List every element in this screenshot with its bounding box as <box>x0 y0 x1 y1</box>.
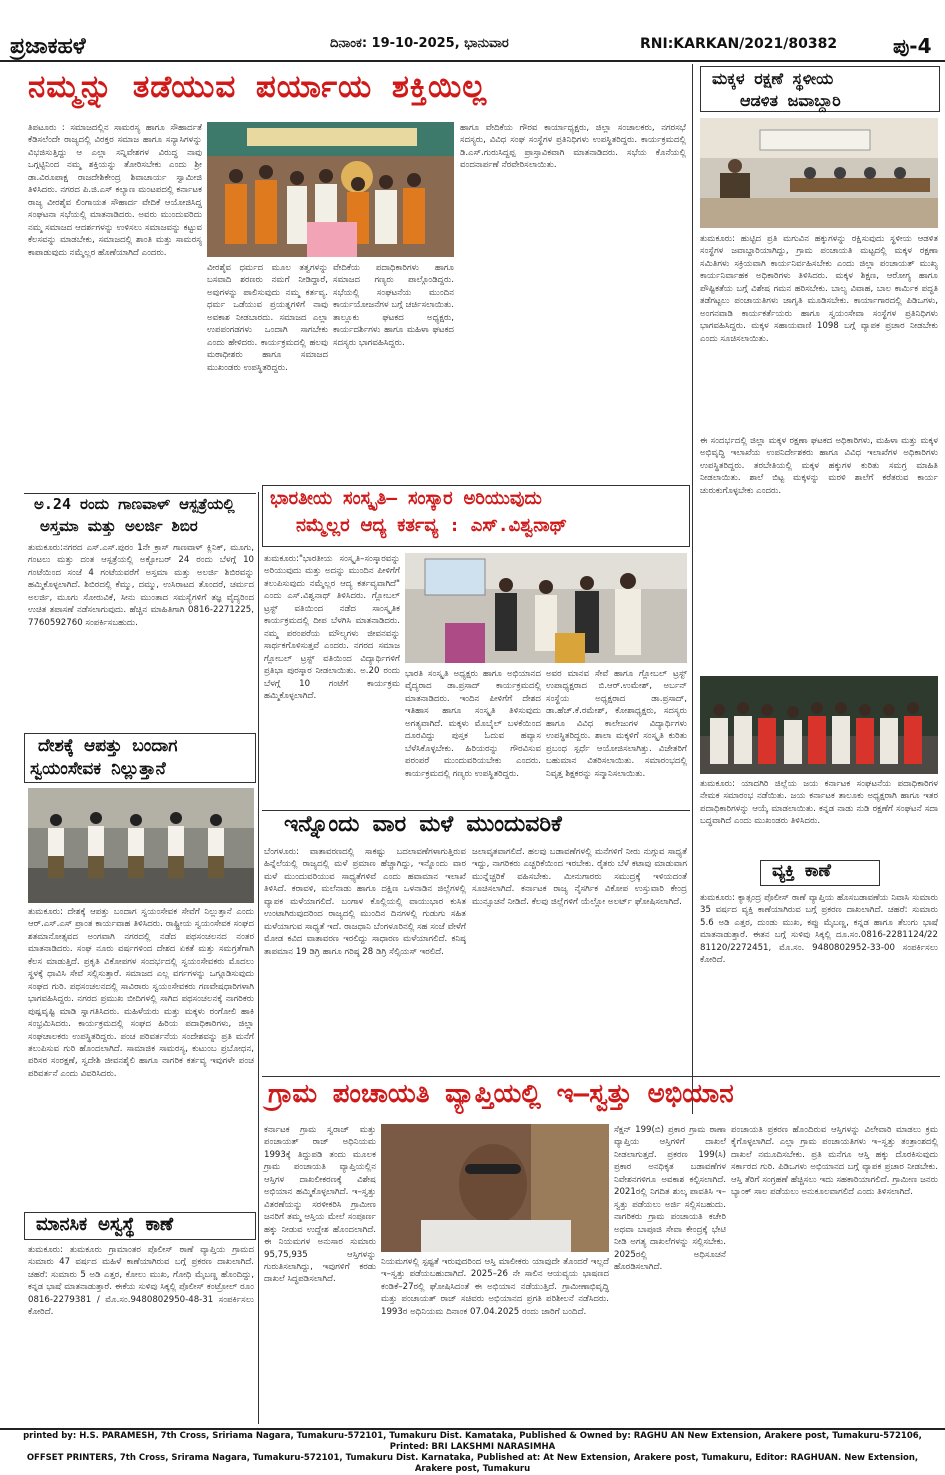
lead-col3: ವೇದಿಕೆಯ ಪದಾಧಿಕಾರಿಗಳು ಹಾಗೂ ಸಮಾಜದ ಗಣ್ಯರು ಪಾಲ್ಗೊಂಡಿದ್ದರು. ಸಭೆಯಲ್ಲಿ ಸಂಘಟನೆಯ ಮುಂದಿನ ಕಾರ್ಯಯೋಜನೆಗಳ ಬಗ್ಗೆ ಚರ್ಚಿಸಲಾಯಿತು. ತಾಲ್ಲೂಕು ಘಟಕದ ಅಧ್ಯಕ್ಷರು, ಕಾರ್ಯದರ್ಶಿಗಳು ಹಾಗೂ ಮಹಿಳಾ ಘಟಕದ ಸದಸ್ಯರು ಭಾಗವಹಿಸಿದ್ದರು. <box>333 263 454 348</box>
lead-photo <box>207 122 454 257</box>
issue-date: ದಿನಾಂಕ: 19-10-2025, ಭಾನುವಾರ <box>330 36 509 51</box>
culture-body-mid: ಭಾರತಿ ಸಂಸ್ಕೃತಿ ಅಧ್ಯಕ್ಷರು ಹಾಗೂ ಅಭಿಯಾನದ ವೈದ್ಯರಾದ ಡಾ.ಪ್ರಸಾದ್ ಕಾರ್ಯಕ್ರಮದಲ್ಲಿ ಮಾತನಾಡಿದರು. ಇಂದಿನ ಪೀಳಿಗೆಗೆ ದೇಶದ ಇತಿಹಾಸ ಹಾಗೂ ಸಂಸ್ಕೃತಿ ತಿಳಿಸುವುದು ಅಗತ್ಯವಾಗಿದೆ. ಮಕ್ಕಳು ಮೊಬೈಲ್ ಬಳಕೆಯಿಂದ ದೂರವಿದ್ದು ಪುಸ್ತಕ ಓದುವ ಹವ್ಯಾಸ ಬೆಳೆಸಿಕೊಳ್ಳಬೇಕು. ಹಿರಿಯರನ್ನು ಗೌರವಿಸುವ ಪರಂಪರೆ ಮುಂದುವರಿಯಬೇಕು ಎಂದರು. ಕಾರ್ಯಕ್ರಮದಲ್ಲಿ ಗಣ್ಯರು ಉಪಸ್ಥಿತರಿದ್ದರು. <box>405 669 541 779</box>
estate-rule <box>262 1076 940 1077</box>
lead-col1: ತಿಪಟೂರು : ಸಮಾಜದಲ್ಲಿನ ಸಾಮರಸ್ಯ ಹಾಗೂ ಸೌಹಾರ್ದತೆ ಕೆಡಿಸಲೆಂದೇ ರಾಜ್ಯದಲ್ಲಿ ವಿರಕ್ತರ ಸಮಾಜ ಹಾಗೂ ಸನ್ಯಾಸಿಗಳನ್ನು ವಿಭಜಿಸುತ್ತಿದ್ದು ಆ ಎಲ್ಲಾ ಸನ್ನಿವೇಶಗಳ ವಿರುದ್ಧ ನಾವು ಒಗ್ಗಟ್ಟಿನಿಂದ ನಮ್ಮ ಶಕ್ತಿಯನ್ನು ತೋರಿಸಬೇಕು ಎಂದು ಶ್ರೀ ಡಾ.ವಿರೂಪಾಕ್ಷ ರಾಜದೇಶಿಕೇಂದ್ರ ಶಿವಾಚಾರ್ಯ ಸ್ವಾಮೀಜಿ ತಿಳಿಸಿದರು. ನಗರದ ಪಿ.ಜಿ.ಎಸ್ ಕಲ್ಯಾಣ ಮಂಟಪದಲ್ಲಿ ಕರ್ನಾಟಕ ರಾಜ್ಯ ವೀರಶೈವ ಲಿಂಗಾಯತ ಸೌಹಾರ್ದ ವೇದಿಕೆ ಆಯೋಜಿಸಿದ್ದ ಸಂಘಟನಾ ಸಭೆಯಲ್ಲಿ ಮಾತನಾಡಿದರು. ಅವರು ಮುಂದುವರಿದು ನಮ್ಮ ಸಮಾಜದ ಆದರ್ಶಗಳನ್ನು ಉಳಿಸಲು ಸಮಾಜವನ್ನು ಕಟ್ಟುವ ಕೆಲಸವನ್ನು ಮಾಡಬೇಕು, ಸಮಾಜದಲ್ಲಿ ಶಾಂತಿ ಮತ್ತು ಸಾಮರಸ್ಯ ಕಾಪಾಡುವುದು ನಮ್ಮೆಲ್ಲರ ಹೊಣೆಯಾಗಿದೆ ಎಂದರು. <box>28 123 202 258</box>
rss-body: ತುಮಕೂರು: ದೇಶಕ್ಕೆ ಆಪತ್ತು ಬಂದಾಗ ಸ್ವಯಂಸೇವಕ ಸೇವೆಗೆ ನಿಲ್ಲುತ್ತಾನೆ ಎಂದು ಆರ್.ಎಸ್.ಎಸ್ ಪ್ರಾಂತ ಕಾರ್ಯವಾಹ ತಿಳಿಸಿದರು. ರಾಷ್ಟ್ರೀಯ ಸ್ವಯಂಸೇವಕ ಸಂಘದ ಶತಮಾನೋತ್ಸವದ ಅಂಗವಾಗಿ ನಗರದಲ್ಲಿ ನಡೆದ ಪಥಸಂಚಲನದ ನಂತರ ಮಾತನಾಡಿದರು. ಸಂಘ ನೂರು ವರ್ಷಗಳಿಂದ ದೇಶದ ಏಕತೆ ಮತ್ತು ಸಮಗ್ರತೆಗಾಗಿ ಕೆಲಸ ಮಾಡುತ್ತಿದೆ. ಪ್ರಕೃತಿ ವಿಕೋಪಗಳ ಸಂದರ್ಭದಲ್ಲಿ ಸ್ವಯಂಸೇವಕರು ಮೊದಲು ಸ್ಥಳಕ್ಕೆ ಧಾವಿಸಿ ಸೇವೆ ಸಲ್ಲಿಸುತ್ತಾರೆ. ಸಮಾಜದ ಎಲ್ಲ ವರ್ಗಗಳನ್ನು ಒಗ್ಗೂಡಿಸುವುದು ಸಂಘದ ಗುರಿ. ಪಥಸಂಚಲನದಲ್ಲಿ ಸಾವಿರಾರು ಸ್ವಯಂಸೇವಕರು ಗಣವೇಷಧಾರಿಗಳಾಗಿ ಭಾಗವಹಿಸಿದ್ದರು. ನಗರದ ಪ್ರಮುಖ ಬೀದಿಗಳಲ್ಲಿ ಸಾಗಿದ ಪಥಸಂಚಲನಕ್ಕೆ ನಾಗರಿಕರು ಪುಷ್ಪವೃಷ್ಟಿ ಮಾಡಿ ಸ್ವಾಗತಿಸಿದರು. ಮಹಿಳೆಯರು ಮತ್ತು ಮಕ್ಕಳು ರಂಗೋಲಿ ಹಾಕಿ ಸಂಭ್ರಮಿಸಿದರು. ಕಾರ್ಯಕ್ರಮದಲ್ಲಿ ಸಂಘದ ಹಿರಿಯ ಪದಾಧಿಕಾರಿಗಳು, ಜಿಲ್ಲಾ ಸಂಘಚಾಲಕರು ಉಪಸ್ಥಿತರಿದ್ದರು. ಪಂಚ ಪರಿವರ್ತನೆಯ ಸಂದೇಶವನ್ನು ಪ್ರತಿ ಮನೆಗೆ ತಲುಪಿಸುವ ಗುರಿ ಹೊಂದಲಾಗಿದೆ. ಸಾಮಾಜಿಕ ಸಾಮರಸ್ಯ, ಕುಟುಂಬ ಪ್ರಬೋಧನ, ಪರಿಸರ ಸಂರಕ್ಷಣೆ, ಸ್ವದೇಶಿ ಜೀವನಶೈಲಿ ಹಾಗೂ ನಾಗರಿಕ ಕರ್ತವ್ಯ ಇವುಗಳೇ ಪಂಚ ಪರಿವರ್ತನೆ ಎಂದು ವಿವರಿಸಿದರು. <box>28 907 254 1079</box>
hospital-body: ತುಮಕೂರು:ನಗರದ ಎಸ್.ಎಸ್.ಪುರಂ 1ನೇ ಕ್ರಾಸ್ ಗಾಣವಾಳ್ ಕ್ಲಿನಿಕ್, ಮೂಗು, ಗಂಟಲು ಮತ್ತು ದಂತ ಆಸ್ಪತ್ರೆಯಲ್ಲಿ ಅಕ್ಟೋಬರ್ 24 ರಂದು ಬೆಳಗ್ಗೆ 10 ಗಂಟೆಯಿಂದ ಸಂಜೆ 4 ಗಂಟೆಯವರೆಗೆ ಅಸ್ತಮಾ ಮತ್ತು ಅಲರ್ಜಿ ಶಿಬಿರವನ್ನು ಹಮ್ಮಿಕೊಳ್ಳಲಾಗಿದೆ. ಶಿಬಿರದಲ್ಲಿ ಕೆಮ್ಮು, ದಮ್ಮು, ಉಸಿರಾಟದ ತೊಂದರೆ, ಚರ್ಮದ ಅಲರ್ಜಿ, ಮೂಗು ಸೋರುವಿಕೆ, ಸೀನು ಮುಂತಾದ ಸಮಸ್ಯೆಗಳಿಗೆ ತಜ್ಞ ವೈದ್ಯರಿಂದ ಉಚಿತ ತಪಾಸಣೆ ನಡೆಸಲಾಗುವುದು. ಹೆಚ್ಚಿನ ಮಾಹಿತಿಗಾಗಿ 0816-2271225, 7760592760 ಸಂಪರ್ಕಿಸಬಹುದು. <box>28 543 254 628</box>
hospital-headline-line2: ಅಸ್ತಮಾ ಮತ್ತು ಅಲರ್ಜಿ ಶಿಬಿರ <box>40 517 198 535</box>
rain-rule <box>262 810 690 811</box>
meeting-photo <box>700 118 938 228</box>
paper-name: ಪ್ರಜಾಕಹಳೆ <box>10 34 86 59</box>
page-number: ಪು-4 <box>893 34 932 58</box>
culture-body-right: ಅವರ ಮಾನವ ಸೇವೆ ಹಾಗೂ ಗ್ಲೋಬಲ್ ಟ್ರಸ್ಟ್ ಉಪಾಧ್ಯಕ್ಷರಾದ ಬಿ.ಆರ್.ಉಮೇಶ್, ಅರ್ಬನ್ ಸಂಸ್ಥೆಯ ಅಧ್ಯಕ್ಷರಾದ ಡಾ.ಪ್ರಸಾದ್, ಡಾ.ಹೆಚ್.ಕೆ.ರಮೇಶ್, ಕೋಶಾಧ್ಯಕ್ಷರು, ಸದಸ್ಯರು ಹಾಗೂ ವಿವಿಧ ಕಾಲೇಜುಗಳ ವಿದ್ಯಾರ್ಥಿಗಳು ಉಪಸ್ಥಿತರಿದ್ದರು. ಶಾಲಾ ಮಕ್ಕಳಿಗೆ ಸಂಸ್ಕೃತಿ ಕುರಿತು ಪ್ರಬಂಧ ಸ್ಪರ್ಧೆ ಆಯೋಜಿಸಲಾಗಿತ್ತು. ವಿಜೇತರಿಗೆ ಬಹುಮಾನ ವಿತರಿಸಲಾಯಿತು. ಸಮಾರಂಭದಲ್ಲಿ ನಿವೃತ್ತ ಶಿಕ್ಷಕರನ್ನು ಸನ್ಮಾನಿಸಲಾಯಿತು. <box>546 669 687 779</box>
group-photo <box>700 676 938 774</box>
imprint-footer <box>0 1428 945 1475</box>
rss-headline-line1: ದೇಶಕ್ಕೆ ಆಪತ್ತು ಬಂದಾಗ <box>38 736 178 756</box>
rni-number: RNI:KARKAN/2021/80382 <box>640 36 838 52</box>
lead-col4: ಹಾಗೂ ವೇದಿಕೆಯ ಗೌರವ ಕಾರ್ಯಾಧ್ಯಕ್ಷರು, ಜಿಲ್ಲಾ ಸಂಚಾಲಕರು, ನಗರಸಭೆ ಸದಸ್ಯರು, ವಿವಿಧ ಸಂಘ ಸಂಸ್ಥೆಗಳ ಪ್ರತಿನಿಧಿಗಳು ಉಪಸ್ಥಿತರಿದ್ದರು. ಕಾರ್ಯಕ್ರಮದಲ್ಲಿ ಡಿ.ಎಸ್.ಗುರುಸಿದ್ದಪ್ಪ ಪ್ರಾಸ್ತಾವಿಕವಾಗಿ ಮಾತನಾಡಿದರು. ಸಭೆಯ ಕೊನೆಯಲ್ಲಿ ವಂದನಾರ್ಪಣೆ ನೆರವೇರಿಸಲಾಯಿತು. <box>460 123 686 171</box>
person-body: ತುಮಕೂರು: ಕ್ಯಾತ್ಸಂದ್ರ ಪೊಲೀಸ್ ಠಾಣೆ ವ್ಯಾಪ್ತಿಯ ಹೊಸಬಡಾವಣೆಯ ನಿವಾಸಿ ಸುಮಾರು 35 ವರ್ಷದ ವ್ಯಕ್ತಿ ಕಾಣೆಯಾಗಿರುವ ಬಗ್ಗೆ ಪ್ರಕರಣ ದಾಖಲಾಗಿದೆ. ಚಹರೆ: ಸುಮಾರು 5.6 ಅಡಿ ಎತ್ತರ, ದುಂಡು ಮುಖ, ಕಪ್ಪು ಮೈಬಣ್ಣ, ಕನ್ನಡ ಹಾಗೂ ತೆಲುಗು ಭಾಷೆ ಮಾತನಾಡುತ್ತಾರೆ. ಈತನ ಬಗ್ಗೆ ಸುಳಿವು ಸಿಕ್ಕಲ್ಲಿ ದೂ.ಸಂ.0816-2281124/22 81120/2272451, ಮೊ.ಸಂ. 9480802952-33-00 ಸಂಪರ್ಕಿಸಲು ಕೋರಿದೆ. <box>700 893 938 966</box>
person-headline: ವ್ಯಕ್ತಿ ಕಾಣೆ <box>772 861 831 881</box>
rain-body-left: ಬೆಂಗಳೂರು: ವಾತಾವರಣದಲ್ಲಿ ಸಾಕಷ್ಟು ಬದಲಾವಣೆಗಳಾಗುತ್ತಿರುವ ಹಿನ್ನೆಲೆಯಲ್ಲಿ ರಾಜ್ಯದಲ್ಲಿ ಮಳೆ ಪ್ರಮಾಣ ಹೆಚ್ಚಾಗಿದ್ದು, ಇನ್ನೊಂದು ವಾರ ಮಳೆ ಮುಂದುವರಿಯುವ ಸಾಧ್ಯತೆಗಳಿವೆ ಎಂದು ಹವಾಮಾನ ಇಲಾಖೆ ತಿಳಿಸಿದೆ. ಕರಾವಳಿ, ಮಲೆನಾಡು ಹಾಗೂ ದಕ್ಷಿಣ ಒಳನಾಡಿನ ಜಿಲ್ಲೆಗಳಲ್ಲಿ ವ್ಯಾಪಕ ಮಳೆಯಾಗಲಿದೆ. ಬಂಗಾಳ ಕೊಲ್ಲಿಯಲ್ಲಿ ವಾಯುಭಾರ ಕುಸಿತ ಉಂಟಾಗಿರುವುದರಿಂದ ರಾಜ್ಯದಲ್ಲಿ ಮುಂದಿನ ದಿನಗಳಲ್ಲಿ ಗುಡುಗು ಸಹಿತ ಮಳೆಯಾಗುವ ಸಾಧ್ಯತೆ ಇದೆ. ರಾಜಧಾನಿ ಬೆಂಗಳೂರಿನಲ್ಲಿ ಸಹ ಸಂಜೆ ವೇಳೆಗೆ ಮೋಡ ಕವಿದ ವಾತಾವರಣ ಇರಲಿದ್ದು ಸಾಧಾರಣ ಮಳೆಯಾಗಲಿದೆ. ಕನಿಷ್ಠ ತಾಪಮಾನ 19 ಡಿಗ್ರಿ ಹಾಗೂ ಗರಿಷ್ಠ 28 ಡಿಗ್ರಿ ಸೆಲ್ಸಿಯಸ್ ಇರಲಿದೆ. <box>264 847 466 957</box>
hospital-headline-line1: ಅ.24 ರಂದು ಗಾಣವಾಳ್ ಆಸ್ಪತ್ರೆಯಲ್ಲಿ <box>34 495 235 513</box>
side-top-body3: ತುಮಕೂರು: ಯಾದಗಿರಿ ಜಿಲ್ಲೆಯ ಜಯ ಕರ್ನಾಟಕ ಸಂಘಟನೆಯ ಪದಾಧಿಕಾರಿಗಳ ನೇಮಕ ಸಮಾರಂಭ ನಡೆಯಿತು. ಜಯ ಕರ್ನಾಟಕ ತಾಲೂಕು ಅಧ್ಯಕ್ಷರಾಗಿ ಹಾಗೂ ಇತರ ಪದಾಧಿಕಾರಿಗಳನ್ನು ಆಯ್ಕೆ ಮಾಡಲಾಯಿತು. ಕನ್ನಡ ನಾಡು ನುಡಿ ರಕ್ಷಣೆಗೆ ಸಂಘಟನೆ ಸದಾ ಬದ್ಧವಾಗಿದೆ ಎಂದು ಮುಖಂಡರು ತಿಳಿಸಿದರು. <box>700 779 938 827</box>
rain-headline: ಇನ್ನೊಂದು ವಾರ ಮಳೆ ಮುಂದುವರಿಕೆ <box>284 812 562 837</box>
estate-headline: ಗ್ರಾಮ ಪಂಚಾಯತಿ ವ್ಯಾಪ್ತಿಯಲ್ಲಿ ಇ–ಸ್ವತ್ತು ಅಭಿಯಾನ <box>268 1079 734 1109</box>
imprint-line1: printed by: H.S. PARAMESH, 7th Cross, Sririama Nagara, Tumakuru-572101, Tumakuru Dist. Kamataka, Published & Owned by: RAGHU AN New Extension, Arakere post, Tumakuru-572106, Printed: BRI LAKSHMI NARASIMHA <box>23 1431 922 1453</box>
culture-body-left: ತುಮಕೂರು:"ಭಾರತೀಯ ಸಂಸ್ಕೃತಿ–ಸಂಸ್ಕಾರವನ್ನು ಅರಿಯುವುದು ಮತ್ತು ಅದನ್ನು ಮುಂದಿನ ಪೀಳಿಗೆಗೆ ತಲುಪಿಸುವುದು ನಮ್ಮೆಲ್ಲರ ಆದ್ಯ ಕರ್ತವ್ಯವಾಗಿದೆ" ಎಂದು ಎಸ್.ವಿಶ್ವನಾಥ್ ತಿಳಿಸಿದರು. ಗ್ಲೋಬಲ್ ಟ್ರಸ್ಟ್ ವತಿಯಿಂದ ನಡೆದ ಸಾಂಸ್ಕೃತಿಕ ಕಾರ್ಯಕ್ರಮದಲ್ಲಿ ದೀಪ ಬೆಳಗಿಸಿ ಮಾತನಾಡಿದರು. ನಮ್ಮ ಪರಂಪರೆಯ ಮೌಲ್ಯಗಳು ಜೀವನವನ್ನು ಸಾರ್ಥಕಗೊಳಿಸುತ್ತವೆ ಎಂದರು. ನಗರದ ಸಮಾಜ ಗ್ಲೋಬಲ್ ಟ್ರಸ್ಟ್ ವತಿಯಿಂದ ವಿದ್ಯಾರ್ಥಿಗಳಿಗೆ ಪ್ರತಿಭಾ ಪುರಸ್ಕಾರ ನೀಡಲಾಯಿತು. ಅ.20 ರಂದು ಬೆಳಗ್ಗೆ 10 ಗಂಟೆಗೆ ಕಾರ್ಯಕ್ರಮ ಹಮ್ಮಿಕೊಳ್ಳಲಾಗಿದೆ. <box>264 554 400 701</box>
imprint-line2: OFFSET PRINTERS, 7th Cross, Srirama Nagara, Tumakuru-572101, Tumakuru Dist. Karnataka, Published at: At New Extension, Arakere post, Tumakuru, Editor: RAGHUAN. New Extension, Arakere post, Tumakuru <box>26 1453 919 1475</box>
masthead <box>0 0 945 62</box>
estate-col1: ಕರ್ನಾಟಕ ಗ್ರಾಮ ಸ್ವರಾಜ್ ಮತ್ತು ಪಂಚಾಯತ್ ರಾಜ್ ಅಧಿನಿಯಮ 1993ಕ್ಕೆ ತಿದ್ದುಪಡಿ ತಂದು ಮೂಲಕ ಗ್ರಾಮ ಪಂಚಾಯತಿ ವ್ಯಾಪ್ತಿಯಲ್ಲಿನ ಆಸ್ತಿಗಳ ದಾಖಲೀಕರಣಕ್ಕೆ ವಿಶೇಷ ಅಭಿಯಾನ ಹಮ್ಮಿಕೊಳ್ಳಲಾಗಿದೆ. ಇ–ಸ್ವತ್ತು ವಿತರಣೆಯನ್ನು ಸರಳೀಕರಿಸಿ ಗ್ರಾಮೀಣ ಜನರಿಗೆ ತಮ್ಮ ಆಸ್ತಿಯ ಮೇಲೆ ಸಂಪೂರ್ಣ ಹಕ್ಕು ನೀಡುವ ಉದ್ದೇಶ ಹೊಂದಲಾಗಿದೆ. ಈ ನಿಯಮಗಳ ಅನುಸಾರ ಸುಮಾರು 95,75,935 ಆಸ್ತಿಗಳನ್ನು ಗುರುತಿಸಲಾಗಿದ್ದು, ಇವುಗಳಿಗೆ ಕರಡು ದಾಖಲೆ ಸಿದ್ಧಪಡಿಸಲಾಗಿದೆ. <box>264 1125 376 1285</box>
lead-headline: ನಮ್ಮನ್ನು ತಡೆಯುವ ಪರ್ಯಾಯ ಶಕ್ತಿಯಿಲ್ಲ <box>28 69 488 105</box>
minister-photo <box>381 1124 609 1252</box>
column-divider <box>692 64 693 1114</box>
estate-col3: ಸೆಕ್ಷನ್ 199(ಬಿ) ಪ್ರಕಾರ ಗ್ರಾಮ ಠಾಣಾ ವ್ಯಾಪ್ತಿಯ ಆಸ್ತಿಗಳಿಗೆ ದಾಖಲೆ ನೀಡಲಾಗುತ್ತದೆ. ಪ್ರಕರಣ 199(ಸಿ) ಪ್ರಕಾರ ಅನಧಿಕೃತ ಬಡಾವಣೆಗಳ ನಿವೇಶನಗಳಿಗೂ ಅವಕಾಶ ಕಲ್ಪಿಸಲಾಗಿದೆ. 2021ರಲ್ಲಿ ನಿಗದಿತ ಶುಲ್ಕ ಪಾವತಿಸಿ ಇ–ಸ್ವತ್ತು ಪಡೆಯಲು ಅರ್ಜಿ ಸಲ್ಲಿಸಬಹುದು. ನಾಗರಿಕರು ಗ್ರಾಮ ಪಂಚಾಯತಿ ಕಚೇರಿ ಅಥವಾ ಬಾಪೂಜಿ ಸೇವಾ ಕೇಂದ್ರಕ್ಕೆ ಭೇಟಿ ನೀಡಿ ಅಗತ್ಯ ದಾಖಲೆಗಳನ್ನು ಸಲ್ಲಿಸಬೇಕು. 2025ರಲ್ಲಿ ಅಧಿಸೂಚನೆ ಹೊರಡಿಸಲಾಗಿದೆ. <box>614 1125 726 1272</box>
side-top-body: ತುಮಕೂರು: ಹುಟ್ಟಿದ ಪ್ರತಿ ಮಗುವಿನ ಹಕ್ಕುಗಳನ್ನು ರಕ್ಷಿಸುವುದು ಸ್ಥಳೀಯ ಆಡಳಿತ ಸಂಸ್ಥೆಗಳ ಜವಾಬ್ದಾರಿಯಾಗಿದ್ದು, ಗ್ರಾಮ ಪಂಚಾಯತಿ ಮಟ್ಟದಲ್ಲಿ ಮಕ್ಕಳ ರಕ್ಷಣಾ ಸಮಿತಿಗಳು ಸಕ್ರಿಯವಾಗಿ ಕಾರ್ಯನಿರ್ವಹಿಸಬೇಕು ಎಂದು ಜಿಲ್ಲಾ ಪಂಚಾಯತ್ ಮುಖ್ಯ ಕಾರ್ಯನಿರ್ವಾಹಕ ಅಧಿಕಾರಿಗಳು ತಿಳಿಸಿದರು. ಮಕ್ಕಳ ಶಿಕ್ಷಣ, ಆರೋಗ್ಯ ಹಾಗೂ ಪೌಷ್ಟಿಕತೆಯ ಬಗ್ಗೆ ವಿಶೇಷ ಗಮನ ಹರಿಸಬೇಕು. ಬಾಲ್ಯ ವಿವಾಹ, ಬಾಲ ಕಾರ್ಮಿಕ ಪದ್ಧತಿ ತಡೆಗಟ್ಟಲು ಪಂಚಾಯತಿಗಳು ಜಾಗೃತಿ ಮೂಡಿಸಬೇಕು. ಕಾರ್ಯಾಗಾರದಲ್ಲಿ ಪಿಡಿಒಗಳು, ಅಂಗನವಾಡಿ ಕಾರ್ಯಕರ್ತೆಯರು ಹಾಗೂ ಸ್ವಯಂಸೇವಾ ಸಂಸ್ಥೆಗಳ ಪ್ರತಿನಿಧಿಗಳು ಭಾಗವಹಿಸಿದ್ದರು. ಮಕ್ಕಳ ಸಹಾಯವಾಣಿ 1098 ಬಗ್ಗೆ ವ್ಯಾಪಕ ಪ್ರಚಾರ ನೀಡಬೇಕು ಎಂದು ಸೂಚಿಸಲಾಯಿತು. <box>700 234 938 344</box>
rain-body-right: ಜಲಾವೃತವಾಗಲಿದೆ. ಹಲವು ಬಡಾವಣೆಗಳಲ್ಲಿ ಮನೆಗಳಿಗೆ ನೀರು ನುಗ್ಗುವ ಸಾಧ್ಯತೆ ಇದ್ದು, ನಾಗರಿಕರು ಎಚ್ಚರಿಕೆಯಿಂದ ಇರಬೇಕು. ರೈತರು ಬೆಳೆ ಕಟಾವು ಮಾಡುವಾಗ ಮುನ್ನೆಚ್ಚರಿಕೆ ವಹಿಸಬೇಕು. ಮೀನುಗಾರರು ಸಮುದ್ರಕ್ಕೆ ಇಳಿಯದಂತೆ ಸೂಚಿಸಲಾಗಿದೆ. ಕರ್ನಾಟಕ ರಾಜ್ಯ ನೈಸರ್ಗಿಕ ವಿಕೋಪ ಉಸ್ತುವಾರಿ ಕೇಂದ್ರ ಮುನ್ಸೂಚನೆ ನೀಡಿದೆ. ಕೆಲವು ಜಿಲ್ಲೆಗಳಿಗೆ ಯೆಲ್ಲೋ ಅಲರ್ಟ್ ಘೋಷಿಸಲಾಗಿದೆ. <box>472 847 687 907</box>
side-headline-line1: ಮಕ್ಕಳ ರಕ್ಷಣೆ ಸ್ಥಳೀಯ <box>712 69 834 88</box>
section-rule <box>24 493 256 494</box>
mental-body: ತುಮಕೂರು: ತುಮಕೂರು ಗ್ರಾಮಾಂತರ ಪೊಲೀಸ್ ಠಾಣೆ ವ್ಯಾಪ್ತಿಯ ಗ್ರಾಮದ ಸುಮಾರು 47 ವರ್ಷದ ಮಹಿಳೆ ಕಾಣೆಯಾಗಿರುವ ಬಗ್ಗೆ ಪ್ರಕರಣ ದಾಖಲಾಗಿದೆ. ಚಹರೆ: ಸುಮಾರು 5 ಅಡಿ ಎತ್ತರ, ಕೋಲು ಮುಖ, ಗೋಧಿ ಮೈಬಣ್ಣ ಹೊಂದಿದ್ದು, ಕನ್ನಡ ಭಾಷೆ ಮಾತನಾಡುತ್ತಾರೆ. ಈಕೆಯ ಸುಳಿವು ಸಿಕ್ಕಲ್ಲಿ ಪೊಲೀಸ್ ಕಂಟ್ರೋಲ್ ರೂಂ 0816-2279381 / ಮೊ.ಸಂ.9480802950-48-31 ಸಂಪರ್ಕಿಸಲು ಕೋರಿದೆ. <box>28 1245 254 1318</box>
lead-col2: ವೀರಶೈವ ಧರ್ಮದ ಮೂಲ ತತ್ವಗಳನ್ನು ಬಸವಾದಿ ಶರಣರು ನಮಗೆ ನೀಡಿದ್ದಾರೆ, ಅವುಗಳನ್ನು ಪಾಲಿಸುವುದು ನಮ್ಮ ಕರ್ತವ್ಯ. ಧರ್ಮ ಒಡೆಯುವ ಪ್ರಯತ್ನಗಳಿಗೆ ನಾವು ಅವಕಾಶ ನೀಡಬಾರದು. ಸಮಾಜದ ಎಲ್ಲಾ ಉಪಪಂಗಡಗಳು ಒಂದಾಗಿ ಸಾಗಬೇಕು ಎಂದು ಹೇಳಿದರು. ಕಾರ್ಯಕ್ರಮದಲ್ಲಿ ಹಲವು ಮಠಾಧೀಶರು ಹಾಗೂ ಸಮಾಜದ ಮುಖಂಡರು ಉಪಸ್ಥಿತರಿದ್ದರು. <box>207 263 328 373</box>
estate-col2: ನಿಯಮಗಳಲ್ಲಿ ಸ್ಪಷ್ಟತೆ ಇರುವುದರಿಂದ ಆಸ್ತಿ ಮಾಲೀಕರು ಯಾವುದೇ ತೊಂದರೆ ಇಲ್ಲದೆ ಇ–ಸ್ವತ್ತು ಪಡೆಯಬಹುದಾಗಿದೆ. 2025–26 ನೇ ಸಾಲಿನ ಆಯವ್ಯಯ ಭಾಷಣದ ಕಂಡಿಕೆ–27ರಲ್ಲಿ ಘೋಷಿಸಿದಂತೆ ಈ ಅಭಿಯಾನ ನಡೆಯುತ್ತಿದೆ. ಗ್ರಾಮೀಣಾಭಿವೃದ್ಧಿ ಮತ್ತು ಪಂಚಾಯತ್ ರಾಜ್ ಸಚಿವರು ಅಭಿಯಾನದ ಪ್ರಗತಿ ಪರಿಶೀಲನೆ ನಡೆಸಿದರು. 1993ರ ಅಧಿನಿಯಮ ದಿನಾಂಕ 07.04.2025 ರಂದು ಜಾರಿಗೆ ಬಂದಿದೆ. <box>381 1257 609 1317</box>
culture-photo <box>405 553 687 663</box>
culture-headline-line1: ಭಾರತೀಯ ಸಂಸ್ಕೃತಿ– ಸಂಸ್ಕಾರ ಅರಿಯುವುದು <box>270 488 542 509</box>
estate-col4: ಪಂಚಾಯತಿ ಪ್ರಕರಣ ಹೊಂದಿರುವ ಆಸ್ತಿಗಳನ್ನು ವಿಲೇವಾರಿ ಮಾಡಲು ಕ್ರಮ ಕೈಗೊಳ್ಳಲಾಗಿದೆ. ಎಲ್ಲಾ ಗ್ರಾಮ ಪಂಚಾಯತಿಗಳು ಇ–ಸ್ವತ್ತು ತಂತ್ರಾಂಶದಲ್ಲಿ ದಾಖಲೆ ನಮೂದಿಸಬೇಕು. ಪ್ರತಿ ಮನೆಗೂ ಆಸ್ತಿ ಹಕ್ಕು ದೊರಕಿಸುವುದು ಸರ್ಕಾರದ ಗುರಿ. ಪಿಡಿಒಗಳು ಅಭಿಯಾನದ ಬಗ್ಗೆ ವ್ಯಾಪಕ ಪ್ರಚಾರ ನೀಡಬೇಕು. ಆಸ್ತಿ ತೆರಿಗೆ ಸಂಗ್ರಹಣೆ ಹೆಚ್ಚಿಸಲು ಇದು ಸಹಕಾರಿಯಾಗಲಿದೆ. ಗ್ರಾಮೀಣ ಜನರು ಬ್ಯಾಂಕ್ ಸಾಲ ಪಡೆಯಲು ಅನುಕೂಲವಾಗಲಿದೆ ಎಂದು ತಿಳಿಸಲಾಗಿದೆ. <box>731 1125 938 1198</box>
rss-march-photo <box>28 788 254 903</box>
side-top-body2: ಈ ಸಂದರ್ಭದಲ್ಲಿ ಜಿಲ್ಲಾ ಮಕ್ಕಳ ರಕ್ಷಣಾ ಘಟಕದ ಅಧಿಕಾರಿಗಳು, ಮಹಿಳಾ ಮತ್ತು ಮಕ್ಕಳ ಅಭಿವೃದ್ಧಿ ಇಲಾಖೆಯ ಉಪನಿರ್ದೇಶಕರು ಹಾಗೂ ವಿವಿಧ ಇಲಾಖೆಗಳ ಅಧಿಕಾರಿಗಳು ಉಪಸ್ಥಿತರಿದ್ದರು. ತರಬೇತಿಯಲ್ಲಿ ಮಕ್ಕಳ ಹಕ್ಕುಗಳ ಕುರಿತು ಸಮಗ್ರ ಮಾಹಿತಿ ನೀಡಲಾಯಿತು. ಶಾಲೆ ಬಿಟ್ಟ ಮಕ್ಕಳನ್ನು ಮರಳಿ ಶಾಲೆಗೆ ಕರೆತರುವ ಕಾರ್ಯ ಚುರುಕುಗೊಳ್ಳಬೇಕು ಎಂದರು. <box>700 436 938 496</box>
mental-headline: ಮಾನಸಿಕ ಅಸ್ವಸ್ಥೆ ಕಾಣೆ <box>36 1214 174 1235</box>
culture-headline-line2: ನಮ್ಮೆಲ್ಲರ ಆದ್ಯ ಕರ್ತವ್ಯ : ಎಸ್.ವಿಶ್ವನಾಥ್ <box>296 515 568 536</box>
column-divider-left <box>258 492 259 1424</box>
rss-headline-line2: ಸ್ವಯಂಸೇವಕ ನಿಲ್ಲುತ್ತಾನೆ <box>30 759 166 779</box>
side-headline-line2: ಆಡಳಿತ ಜವಾಬ್ದಾರಿ <box>740 91 841 110</box>
